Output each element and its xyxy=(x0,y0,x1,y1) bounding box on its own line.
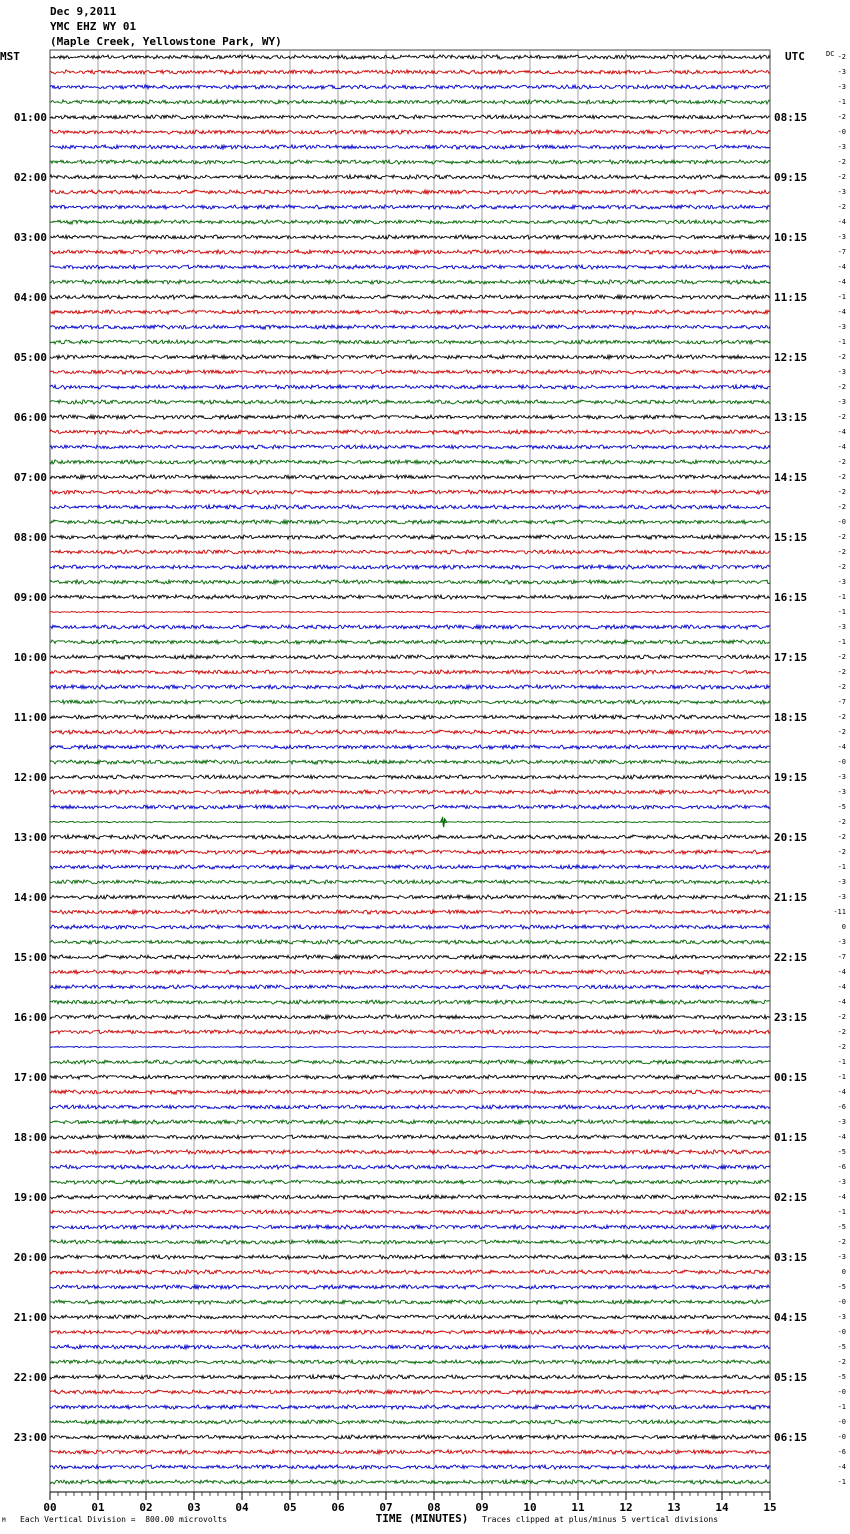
dc-offset-value: -3 xyxy=(837,893,846,901)
dc-offset-value: -3 xyxy=(837,83,846,91)
hour-label-left: 07:00 xyxy=(13,471,47,484)
dc-offset-value: 0 xyxy=(841,1268,846,1276)
dc-offset-value: -1 xyxy=(837,1058,846,1066)
dc-offset-value: -4 xyxy=(837,968,846,976)
seismic-trace xyxy=(50,445,770,449)
hour-label-right: 15:15 xyxy=(774,531,808,544)
seismic-trace xyxy=(50,100,770,104)
dc-offset-value: -6 xyxy=(837,1448,846,1456)
seismic-trace xyxy=(50,1285,770,1289)
hour-label-right: 20:15 xyxy=(774,831,808,844)
seismic-trace xyxy=(50,220,770,224)
dc-offset-value: -2 xyxy=(837,203,846,211)
dc-offset-value: -0 xyxy=(837,128,846,136)
seismic-trace xyxy=(50,1405,770,1409)
dc-offset-value: -3 xyxy=(837,68,846,76)
hour-label-left: 13:00 xyxy=(13,831,47,844)
seismic-trace xyxy=(50,1255,770,1259)
dc-offset-value: -4 xyxy=(837,308,846,316)
dc-offset-value: -6 xyxy=(837,1103,846,1111)
dc-offset-value: -4 xyxy=(837,1088,846,1096)
dc-offset-value: -1 xyxy=(837,1073,846,1081)
hour-label-left: 02:00 xyxy=(13,171,47,184)
hour-label-right: 14:15 xyxy=(774,471,808,484)
hour-label-right: 16:15 xyxy=(774,591,808,604)
x-tick-label: 09 xyxy=(475,1501,489,1514)
seismic-trace xyxy=(50,1090,770,1094)
dc-offset-value: -3 xyxy=(837,143,846,151)
dc-offset-value: -11 xyxy=(833,908,846,916)
hour-label-right: 18:15 xyxy=(774,711,808,724)
dc-offset-value: -5 xyxy=(837,1373,846,1381)
hour-label-right: 01:15 xyxy=(774,1131,808,1144)
dc-offset-value: -2 xyxy=(837,848,846,856)
seismic-trace xyxy=(50,1225,770,1229)
dc-offset-value: -1 xyxy=(837,1478,846,1486)
seismic-trace xyxy=(50,1435,770,1439)
x-tick-label: 01 xyxy=(91,1501,105,1514)
seismic-trace xyxy=(50,160,770,164)
hour-label-right: 00:15 xyxy=(774,1071,808,1084)
seismic-trace xyxy=(50,865,770,869)
dc-offset-value: -2 xyxy=(837,563,846,571)
seismic-trace xyxy=(50,1315,770,1319)
seismic-trace xyxy=(50,1210,770,1214)
seismic-trace xyxy=(50,1105,770,1109)
dc-offset-value: -3 xyxy=(837,323,846,331)
x-tick-label: 07 xyxy=(379,1501,393,1514)
seismic-trace xyxy=(50,685,770,689)
dc-offset-value: -1 xyxy=(837,638,846,646)
hour-label-left: 10:00 xyxy=(13,651,47,664)
seismic-trace xyxy=(50,565,770,569)
seismic-trace xyxy=(50,640,770,644)
dc-label: DC xyxy=(826,50,835,58)
dc-offset-value: -3 xyxy=(837,1313,846,1321)
seismic-trace xyxy=(50,1075,770,1079)
seismic-trace xyxy=(50,385,770,389)
header-location: (Maple Creek, Yellowstone Park, WY) xyxy=(50,35,282,48)
clip-note: Traces clipped at plus/minus 5 vertical divisions xyxy=(482,1515,719,1524)
x-tick-label: 03 xyxy=(187,1501,201,1514)
seismic-trace xyxy=(50,115,770,119)
seismic-trace xyxy=(50,580,770,584)
seismic-trace xyxy=(50,730,770,734)
hour-label-right: 03:15 xyxy=(774,1251,808,1264)
seismic-trace xyxy=(50,535,770,539)
seismic-trace xyxy=(50,715,770,719)
seismic-trace xyxy=(50,1450,770,1454)
seismic-trace xyxy=(50,475,770,479)
dc-offset-value: -2 xyxy=(837,713,846,721)
dc-offset-value: -2 xyxy=(837,473,846,481)
x-tick-label: 04 xyxy=(235,1501,249,1514)
dc-offset-value: -2 xyxy=(837,503,846,511)
seismic-trace xyxy=(50,700,770,704)
seismic-trace xyxy=(50,340,770,344)
seismic-trace xyxy=(50,295,770,299)
x-tick-label: 11 xyxy=(571,1501,585,1514)
dc-offset-value: -3 xyxy=(837,188,846,196)
seismic-trace xyxy=(50,505,770,509)
dc-offset-value: -5 xyxy=(837,1223,846,1231)
dc-offset-value: -2 xyxy=(837,1028,846,1036)
dc-offset-value: 0 xyxy=(841,923,846,931)
x-tick-label: 14 xyxy=(715,1501,729,1514)
seismic-trace xyxy=(50,250,770,254)
hour-label-right: 06:15 xyxy=(774,1431,808,1444)
seismic-trace xyxy=(50,925,770,929)
dc-offset-value: -6 xyxy=(837,1163,846,1171)
hour-label-left: 11:00 xyxy=(13,711,47,724)
dc-offset-value: -5 xyxy=(837,803,846,811)
seismic-trace xyxy=(50,625,770,629)
seismic-trace xyxy=(50,550,770,554)
dc-offset-value: -2 xyxy=(837,548,846,556)
dc-offset-value: -3 xyxy=(837,788,846,796)
seismic-trace xyxy=(50,70,770,74)
hour-label-left: 20:00 xyxy=(13,1251,47,1264)
hour-label-right: 17:15 xyxy=(774,651,808,664)
seismic-trace xyxy=(50,1195,770,1199)
seismic-trace xyxy=(50,430,770,434)
dc-offset-value: -0 xyxy=(837,1298,846,1306)
dc-offset-value: -2 xyxy=(837,488,846,496)
seismic-trace xyxy=(50,205,770,209)
x-tick-label: 05 xyxy=(283,1501,297,1514)
seismic-trace xyxy=(50,1345,770,1349)
dc-offset-value: -1 xyxy=(837,1403,846,1411)
seismic-trace xyxy=(50,1360,770,1364)
hour-label-left: 08:00 xyxy=(13,531,47,544)
dc-offset-value: -4 xyxy=(837,263,846,271)
dc-offset-value: -0 xyxy=(837,758,846,766)
seismic-trace xyxy=(50,145,770,149)
dc-offset-value: -2 xyxy=(837,158,846,166)
hour-label-left: 22:00 xyxy=(13,1371,47,1384)
dc-offset-value: -2 xyxy=(837,683,846,691)
seismic-trace xyxy=(50,280,770,284)
left-timezone-label: MST xyxy=(0,50,20,63)
seismic-trace xyxy=(50,310,770,314)
dc-offset-value: -2 xyxy=(837,1013,846,1021)
dc-offset-value: -1 xyxy=(837,1208,846,1216)
x-tick-label: 06 xyxy=(331,1501,345,1514)
dc-offset-value: -2 xyxy=(837,533,846,541)
hour-label-right: 09:15 xyxy=(774,171,808,184)
hour-label-right: 11:15 xyxy=(774,291,808,304)
hour-label-right: 02:15 xyxy=(774,1191,808,1204)
x-tick-label: 00 xyxy=(43,1501,57,1514)
seismic-trace xyxy=(50,130,770,134)
dc-offset-value: -3 xyxy=(837,578,846,586)
seismic-trace xyxy=(50,655,770,659)
dc-offset-value: -2 xyxy=(837,383,846,391)
seismic-trace xyxy=(50,355,770,359)
hour-label-left: 15:00 xyxy=(13,951,47,964)
seismic-trace xyxy=(50,460,770,464)
dc-offset-value: -4 xyxy=(837,278,846,286)
header-date: Dec 9,2011 xyxy=(50,5,117,18)
seismic-trace xyxy=(50,1270,770,1274)
seismic-trace xyxy=(50,325,770,329)
seismic-trace xyxy=(50,895,770,899)
dc-offset-value: -0 xyxy=(837,518,846,526)
dc-offset-value: -2 xyxy=(837,833,846,841)
dc-offset-value: -2 xyxy=(837,728,846,736)
seismic-trace xyxy=(50,1375,770,1379)
dc-offset-value: -1 xyxy=(837,338,846,346)
dc-offset-value: -2 xyxy=(837,353,846,361)
dc-offset-value: -0 xyxy=(837,1328,846,1336)
dc-offset-value: -1 xyxy=(837,608,846,616)
hour-label-right: 08:15 xyxy=(774,111,808,124)
dc-offset-value: -3 xyxy=(837,1178,846,1186)
hour-label-left: 12:00 xyxy=(13,771,47,784)
seismic-trace xyxy=(50,775,770,779)
seismic-trace xyxy=(50,1000,770,1004)
seismic-trace xyxy=(50,175,770,179)
seismic-trace xyxy=(50,595,770,599)
seismic-trace xyxy=(50,1135,770,1139)
dc-offset-value: -3 xyxy=(837,1118,846,1126)
hour-label-right: 19:15 xyxy=(774,771,808,784)
dc-offset-value: -4 xyxy=(837,983,846,991)
seismic-trace xyxy=(50,850,770,854)
dc-offset-value: -0 xyxy=(837,1433,846,1441)
x-tick-label: 13 xyxy=(667,1501,681,1514)
dc-offset-value: -1 xyxy=(837,293,846,301)
hour-label-right: 13:15 xyxy=(774,411,808,424)
seismic-trace xyxy=(50,415,770,419)
dc-offset-value: -5 xyxy=(837,1283,846,1291)
dc-offset-value: -1 xyxy=(837,593,846,601)
x-tick-label: 12 xyxy=(619,1501,633,1514)
seismic-trace xyxy=(50,1046,770,1048)
hour-label-right: 21:15 xyxy=(774,891,808,904)
seismic-trace xyxy=(50,805,770,809)
hour-label-left: 18:00 xyxy=(13,1131,47,1144)
dc-offset-value: -4 xyxy=(837,443,846,451)
seismic-trace xyxy=(50,910,770,914)
hour-label-right: 12:15 xyxy=(774,351,808,364)
seismic-trace xyxy=(50,190,770,194)
hour-label-left: 09:00 xyxy=(13,591,47,604)
seismic-trace xyxy=(50,85,770,89)
dc-offset-value: -5 xyxy=(837,1343,846,1351)
dc-offset-value: -2 xyxy=(837,1043,846,1051)
x-tick-label: 15 xyxy=(763,1501,777,1514)
dc-offset-value: -3 xyxy=(837,773,846,781)
dc-offset-value: -5 xyxy=(837,1148,846,1156)
hour-label-left: 04:00 xyxy=(13,291,47,304)
dc-offset-value: -1 xyxy=(837,863,846,871)
dc-offset-value: -3 xyxy=(837,398,846,406)
seismic-trace xyxy=(50,821,770,823)
seismic-trace xyxy=(50,1300,770,1304)
seismic-trace xyxy=(50,611,770,613)
seismic-trace xyxy=(50,790,770,794)
dc-offset-value: -3 xyxy=(837,623,846,631)
dc-offset-value: -2 xyxy=(837,113,846,121)
dc-offset-value: -2 xyxy=(837,668,846,676)
seismic-trace xyxy=(50,970,770,974)
dc-offset-value: -7 xyxy=(837,698,846,706)
dc-offset-value: -4 xyxy=(837,428,846,436)
seismic-trace xyxy=(50,1465,770,1469)
x-tick-label: 08 xyxy=(427,1501,441,1514)
dc-offset-value: -2 xyxy=(837,1238,846,1246)
seismic-trace xyxy=(50,985,770,989)
seismic-trace xyxy=(50,1420,770,1424)
seismic-trace xyxy=(50,1060,770,1064)
seismic-trace xyxy=(50,835,770,839)
dc-offset-value: -3 xyxy=(837,878,846,886)
dc-offset-value: -7 xyxy=(837,953,846,961)
dc-offset-value: -4 xyxy=(837,998,846,1006)
seismic-trace xyxy=(50,1165,770,1169)
seismic-trace xyxy=(50,1015,770,1019)
hour-label-right: 22:15 xyxy=(774,951,808,964)
corner-mark: M xyxy=(2,1517,6,1524)
hour-label-left: 23:00 xyxy=(13,1431,47,1444)
hour-label-left: 01:00 xyxy=(13,111,47,124)
dc-offset-value: -3 xyxy=(837,1253,846,1261)
seismic-trace xyxy=(50,955,770,959)
dc-offset-value: -4 xyxy=(837,218,846,226)
hour-label-left: 03:00 xyxy=(13,231,47,244)
dc-offset-value: -2 xyxy=(837,173,846,181)
hour-label-left: 06:00 xyxy=(13,411,47,424)
dc-offset-value: -2 xyxy=(837,818,846,826)
hour-label-left: 17:00 xyxy=(13,1071,47,1084)
seismic-trace xyxy=(50,1120,770,1124)
hour-label-right: 05:15 xyxy=(774,1371,808,1384)
dc-offset-value: -7 xyxy=(837,248,846,256)
seismic-trace xyxy=(50,745,770,749)
dc-offset-value: -2 xyxy=(837,413,846,421)
scale-note: Each Vertical Division = 800.00 microvolts xyxy=(20,1515,228,1524)
seismic-trace xyxy=(50,490,770,494)
dc-offset-value: -3 xyxy=(837,368,846,376)
header-station: YMC EHZ WY 01 xyxy=(50,20,137,33)
seismic-trace xyxy=(50,55,770,59)
hour-label-left: 19:00 xyxy=(13,1191,47,1204)
hour-label-left: 21:00 xyxy=(13,1311,47,1324)
seismic-trace xyxy=(50,370,770,374)
dc-offset-value: -0 xyxy=(837,1418,846,1426)
right-timezone-label: UTC xyxy=(785,50,805,63)
dc-offset-value: -2 xyxy=(837,653,846,661)
seismic-trace xyxy=(50,1240,770,1244)
hour-label-right: 04:15 xyxy=(774,1311,808,1324)
seismic-trace xyxy=(50,880,770,884)
dc-offset-value: -0 xyxy=(837,1388,846,1396)
seismic-trace xyxy=(50,1150,770,1154)
dc-offset-value: -4 xyxy=(837,1133,846,1141)
x-tick-label: 10 xyxy=(523,1501,537,1514)
dc-offset-value: -2 xyxy=(837,53,846,61)
seismic-trace xyxy=(50,1180,770,1184)
dc-offset-value: -4 xyxy=(837,1463,846,1471)
dc-offset-value: -4 xyxy=(837,743,846,751)
hour-label-left: 14:00 xyxy=(13,891,47,904)
seismic-trace xyxy=(50,760,770,764)
seismic-trace xyxy=(50,400,770,404)
hour-label-right: 23:15 xyxy=(774,1011,808,1024)
seismic-trace xyxy=(50,940,770,944)
dc-offset-value: -4 xyxy=(837,1193,846,1201)
x-tick-label: 02 xyxy=(139,1501,153,1514)
dc-offset-value: -2 xyxy=(837,458,846,466)
seismic-trace xyxy=(50,520,770,524)
hour-label-left: 05:00 xyxy=(13,351,47,364)
seismic-trace xyxy=(50,235,770,239)
dc-offset-value: -2 xyxy=(837,1358,846,1366)
seismic-trace xyxy=(50,1030,770,1034)
seismic-trace xyxy=(50,670,770,674)
hour-label-right: 10:15 xyxy=(774,231,808,244)
dc-offset-value: -1 xyxy=(837,98,846,106)
hour-label-left: 16:00 xyxy=(13,1011,47,1024)
dc-offset-value: -3 xyxy=(837,233,846,241)
seismic-trace xyxy=(50,1480,770,1484)
seismic-trace xyxy=(50,265,770,269)
x-axis-title: TIME (MINUTES) xyxy=(375,1512,469,1525)
seismic-trace xyxy=(50,1330,770,1334)
seismic-trace xyxy=(50,1390,770,1394)
dc-offset-value: -3 xyxy=(837,938,846,946)
